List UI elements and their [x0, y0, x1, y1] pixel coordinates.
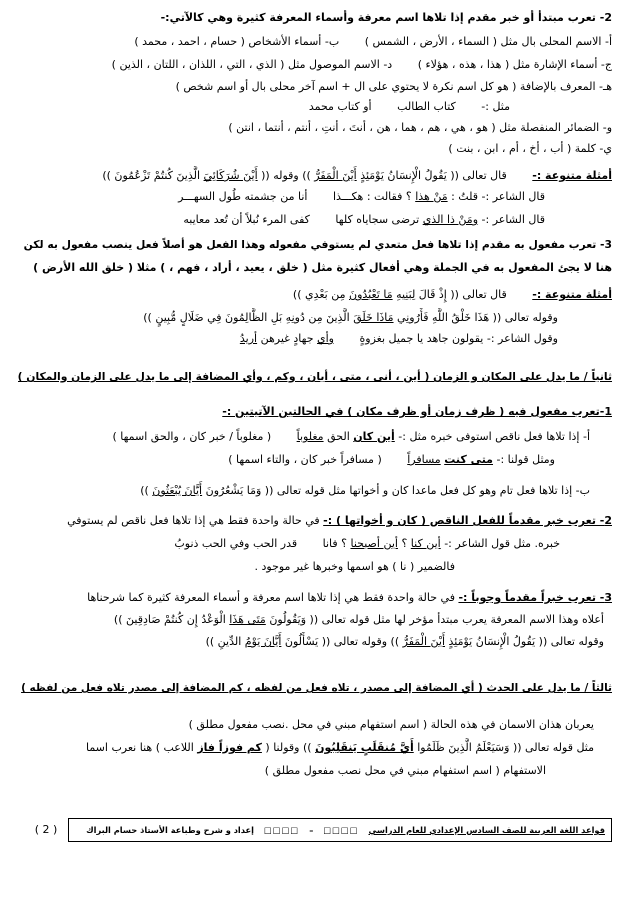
- text-segment: في حالة واحدة فقط هي إذا تلاها اسم معرفة و أسماء المعرفة كثيرة كما شرحناها: [87, 591, 455, 604]
- footer-title: قواعد اللغة العربية للصف السادس الإعدادي للعام الدراسي: [368, 825, 605, 835]
- footer-author: إعداد و شرح وطباعة الأستاذ حسام البراك: [86, 825, 254, 835]
- footer-year-from: □□□□: [323, 825, 359, 835]
- text-segment: قال الشاعر :-: [481, 190, 545, 203]
- text-segment: 3- تعرب مفعول به مقدم إذا تلاها فعل متعدي لم يستوفي مفعوله وهذا الفعل هو أصلاً فعل ينصب مفعول به لكن: [23, 238, 612, 251]
- text-segment: ؟ فانا: [322, 537, 347, 550]
- text-segment: مثل قوله تعالى (( وَسَيَعْلَمُ الَّذِينَ ظَلَمُوا: [417, 741, 594, 754]
- text-segment: اللاعب ) هنا نعرب اسما: [85, 741, 194, 754]
- rule-2-heading: [18, 8, 612, 28]
- text-segment: جهادٍ غيرهن: [260, 332, 314, 345]
- idafa-example: [18, 97, 510, 117]
- text-segment: )) وقوله ((: [261, 169, 311, 182]
- text-segment: أين أصبحنا: [350, 537, 398, 550]
- part2-rule-1-b: [18, 481, 590, 501]
- text-segment: هـ- المعرف بالإضافة ( هو كل اسم نكرة لا يحتوي على ال + اسم آخر محلى بال أو اسم شخص ): [175, 80, 612, 93]
- part2-rule-3-c: [18, 632, 604, 652]
- text-segment: وقول الشاعر :-: [486, 332, 558, 345]
- text-segment: أو كتاب محمد: [308, 100, 372, 113]
- text-segment: و- الضمائر المنفصلة مثل ( هو ، هي ، هم ، هما ، هن ، أنتَ ، أنتِ ، أنتم ، أنتما ، انتن ): [228, 121, 612, 134]
- part3-line-1: [18, 715, 594, 735]
- text-segment: الَّذِينَ مِن دُونِهِ بَلِ الظَّالِمُونَ فِي ضَلَالٍ مُّبِينٍ )): [143, 311, 350, 324]
- text-segment: مَا تَعْبُدُونَ: [349, 288, 393, 301]
- text-segment: ومثل قولنا :-: [496, 453, 555, 466]
- text-segment: وقوله تعالى (( يَقُولُ الْإِنسَانُ يَوْمَئِذٍ: [448, 635, 604, 648]
- part3-line-2: [18, 738, 594, 758]
- text-segment: قدر الحب وفي الحب ذنوبُ: [174, 537, 298, 550]
- text-segment: أ- الاسم المحلى بال مثل ( السماء ، الأرض ، الشمس ): [364, 35, 612, 48]
- section-3-heading: [18, 678, 612, 698]
- text-segment: 3- تعرب خبراً مقدماً وجوباً :-: [458, 591, 612, 604]
- text-segment: ج- أسماء الإشارة مثل ( هذا ، هذه ، هؤلاء ): [417, 58, 612, 71]
- part2-rule-1-a: [18, 427, 590, 447]
- text-segment: الدِّينِ )): [205, 635, 242, 648]
- text-segment: أَيَّانَ يَوْمُ: [244, 635, 282, 648]
- text-segment: يعربان هذان الاسمان في هذه الحالة ( اسم استفهام مبني في محل .نصب مفعول مطلق ): [188, 718, 594, 731]
- text-segment: في حالة واحدة فقط هي إذا تلاها فعل ناقص لم يستوفي: [67, 514, 320, 527]
- text-segment: ثانياً / ما يدل على المكان و الزمان ( أين ، أنى ، متى ، أيان ، وكم ، وأي المضافة إلى ما يدل على الزمان والمكان ): [18, 370, 612, 383]
- text-segment: ؟: [401, 537, 408, 550]
- text-segment: أين كنا: [410, 537, 441, 550]
- text-segment: كم فوزاً فاز: [197, 741, 262, 754]
- text-segment: )): [140, 484, 149, 497]
- text-segment: ي- كلمة ( أب ، أخ ، أم ، ابن ، بنت ): [448, 142, 612, 155]
- text-segment: أعلاه وهذا الاسم المعرفة يعرب مبتدأ مؤخر لها مثل قوله تعالى (( وَيَقُولُونَ: [269, 613, 604, 626]
- text-segment: كفى المرء نُبلاً أن تُعد معايبه: [183, 213, 310, 226]
- part2-rule-1-a-example: [18, 450, 555, 470]
- text-segment: ( مغلوباً / خبر كان ، والحق اسمها ): [112, 430, 272, 443]
- idafa-definition: [18, 77, 612, 97]
- definite-article-and-names: [18, 32, 612, 52]
- text-segment: قلتُ :: [451, 190, 479, 203]
- text-segment: ب- أسماء الأشخاص ( حسام ، احمد ، محمد ): [134, 35, 340, 48]
- text-segment: كتاب الطالب: [397, 100, 456, 113]
- text-segment: وأي: [317, 332, 334, 345]
- part3-line-3: [18, 761, 546, 781]
- rule-3-heading-a: [18, 235, 612, 255]
- part2-rule-3-a: [18, 588, 612, 608]
- text-segment: قال الشاعر :-: [481, 213, 545, 226]
- text-segment: أَيَّانَ يُبْعَثُونَ: [152, 484, 203, 497]
- text-segment: أ- إذا تلاها فعل ناقص استوفى خبره مثل :-: [398, 430, 590, 443]
- part2-rule-2-a: [18, 511, 612, 531]
- text-segment: ومَنْ ذا الذي: [422, 213, 479, 226]
- text-segment: ؟ فقالت : هكـــذا: [332, 190, 412, 203]
- section-2-heading: [18, 367, 612, 387]
- examples-line-2b: [18, 308, 558, 328]
- part2-rule-2-c: [18, 557, 455, 577]
- text-segment: )) وقوله تعالى (( يَسْأَلُونَ: [284, 635, 400, 648]
- footer-year-to: □□□□: [264, 825, 300, 835]
- text-segment: ثالثاً / ما يدل على الحدث ( أي المضافة إلى مصدر ، تلاه فعل من لفظه ، كم المضافة إلى مصدر تلاه فعل من لفظه ): [21, 682, 612, 694]
- part2-rule-2-b: [18, 534, 560, 554]
- text-segment: )) وقولنا (: [265, 741, 312, 754]
- footer: [68, 818, 612, 842]
- text-segment: أَيْنَ شُرَكَائِيَ: [203, 169, 258, 182]
- part2-rule-3-b: [18, 610, 604, 630]
- text-segment: أَيْنَ الْمَفَرُّ: [402, 635, 446, 648]
- page-number: ( 2 ): [34, 823, 58, 836]
- text-segment: وقوله تعالى (( هَذَا خَلْقُ اللَّهِ فَأَرُونِي: [397, 311, 558, 324]
- text-segment: ب- إذا تلاها فعل تام وهو كل فعل ماعدا كان و أخواتها مثل قوله تعالى (( وَمَا يَشْعُرُونَ: [205, 484, 590, 497]
- text-segment: الاستفهام ( اسم استفهام مبني في محل نصب مفعول مطلق ): [264, 764, 546, 777]
- poetry-line-1: [18, 187, 545, 207]
- poetry-line-2: [18, 210, 545, 230]
- text-segment: مِن بَعْدِي )): [292, 288, 346, 301]
- poetry-line-3: [18, 329, 558, 349]
- text-segment: مثل :-: [481, 100, 510, 113]
- text-segment: 2- تعرب خبر مقدماً للفعل الناقص ( كان و أخواتها ) :-: [323, 514, 612, 527]
- text-segment: أين كان: [353, 430, 395, 443]
- text-segment: مغلوباً: [296, 430, 324, 443]
- part2-rule-1-heading: [18, 402, 612, 422]
- text-segment: خبره. مثل قول الشاعر :-: [444, 537, 560, 550]
- text-segment: قال تعالى (( يَقُولُ الْإِنسَانُ يَوْمَئِذٍ: [360, 169, 507, 182]
- text-segment: 1-تعرب مفعول فيه ( ظرف زمان أو ظرف مكان ) في الحالتين الآتيتين :-: [222, 405, 612, 418]
- text-segment: 2- تعرب مبتدأ أو خبر مقدم إذا تلاها اسم معرفة وأسماء المعرفة كثيرة وهي كالآتي:-: [160, 11, 612, 24]
- text-segment: أَيَّ مُنقَلَبٍ يَنقَلِبُونَ: [315, 741, 414, 754]
- text-segment: الَّذِينَ كُنتُمْ تَزْعُمُونَ )): [102, 169, 201, 182]
- demonstrative-and-relative: [18, 55, 612, 75]
- text-segment: هنا لا يجئ المفعول به في الجملة وهي أفعال كثيرة مثل ( خلق ، يعيد ، أراد ، فهم ، ) مثلا ( خلق الله الأرض ): [33, 261, 612, 274]
- detached-pronouns: [18, 118, 612, 138]
- text-segment: أمثلة متنوعة :-: [532, 288, 612, 301]
- examples-line-2: [18, 285, 612, 305]
- text-segment: الحق: [327, 430, 350, 443]
- text-segment: مسافراً: [407, 453, 441, 466]
- text-segment: الْوَعْدُ إِن كُنتُمْ صَادِقِينَ )): [113, 613, 226, 626]
- text-segment: أريدُ: [239, 332, 258, 345]
- text-segment: مَنْ هذا: [415, 190, 448, 203]
- text-segment: أَيْنَ الْمَفَرُّ: [314, 169, 357, 182]
- text-segment: د- الاسم الموصول مثل ( الذي ، التي ، اللذان ، اللتان ، الذين ): [111, 58, 393, 71]
- rule-3-heading-b: [18, 258, 612, 278]
- text-segment: يقولون جاهد يا جميل بغزوةٍ: [359, 332, 484, 345]
- text-segment: ترضى سجاياه كلها: [335, 213, 420, 226]
- text-segment: مَاذَا خَلَقَ: [353, 311, 394, 324]
- text-segment: قال تعالى (( إِذْ قَالَ لِبَنِيهِ: [396, 288, 507, 301]
- text-segment: فالضمير ( نا ) هو اسمها وخبرها غير موجود .: [254, 560, 455, 573]
- text-segment: مَتَى هَذَا: [229, 613, 266, 626]
- footer-year-separator: –: [309, 825, 314, 835]
- five-nouns: [18, 139, 612, 159]
- examples-line-1: [18, 166, 612, 186]
- text-segment: متى كنت: [444, 453, 493, 466]
- text-segment: ( مسافراً خبر كان ، والتاء اسمها ): [228, 453, 382, 466]
- text-segment: أنا من جشمته طُول السهـــر: [178, 190, 308, 203]
- text-segment: أمثلة متنوعة :-: [532, 169, 612, 182]
